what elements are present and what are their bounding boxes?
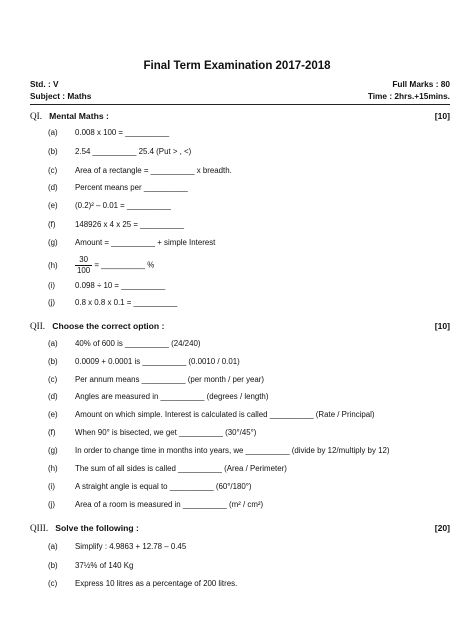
- question-text: Express 10 litres as a percentage of 200 litres.: [75, 579, 238, 588]
- question-label: (g): [48, 238, 58, 247]
- question-text: In order to change time in months into years, we __________ (divide by 12/multiply by 12): [75, 446, 390, 455]
- question-label: (h): [48, 261, 58, 270]
- question-label: (d): [48, 183, 58, 192]
- section-2-heading: [30, 321, 450, 331]
- section-title: Mental Maths :: [49, 111, 109, 121]
- question-label: (b): [48, 147, 58, 156]
- question-label: (f): [48, 220, 56, 229]
- section-marks: [10]: [434, 321, 450, 331]
- section-marks: [20]: [434, 523, 450, 533]
- section-number: QIII.: [30, 523, 49, 533]
- question-text: (0.2)² – 0.01 = __________: [75, 201, 171, 210]
- question-label: (c): [48, 166, 58, 175]
- question-text: 0.008 x 100 = __________: [75, 128, 170, 137]
- question-text: 148926 x 4 x 25 = __________: [75, 220, 185, 229]
- question-label: (g): [48, 446, 58, 455]
- std-field: Std. : V: [30, 79, 59, 89]
- question-label: (j): [48, 500, 56, 509]
- section-3-heading: [30, 523, 450, 533]
- section-marks: [10]: [434, 111, 450, 121]
- section-number: QII.: [30, 321, 46, 331]
- question-text: Simplify : 4.9863 + 12.78 – 0.45: [75, 542, 187, 551]
- question-text: Angles are measured in __________ (degrees / length): [75, 392, 269, 401]
- fraction-numerator: 30: [75, 255, 92, 266]
- question-text: Amount = __________ + simple Interest: [75, 238, 216, 247]
- subject-field: Subject : Maths: [30, 91, 92, 101]
- question-label: (a): [48, 128, 58, 137]
- question-text: Area of a room is measured in __________ (m² / cm²): [75, 500, 264, 509]
- question-label: (a): [48, 339, 58, 348]
- section-title: Choose the correct option :: [52, 321, 165, 331]
- fraction: [75, 255, 92, 276]
- question-text: 2.54 __________ 25.4 (Put > , <): [75, 147, 192, 156]
- page-title: Final Term Examination 2017-2018: [143, 60, 331, 72]
- question-text: 0.098 ÷ 10 = __________: [75, 281, 166, 290]
- question-text: Area of a rectangle = __________ x breadth.: [75, 166, 232, 175]
- question-text: Percent means per __________: [75, 183, 188, 192]
- fraction-denominator: 100: [77, 266, 91, 275]
- question-label: (c): [48, 375, 58, 384]
- question-text: When 90° is bisected, we get __________ (30°/45°): [75, 428, 257, 437]
- question-text: Per annum means __________ (per month / per year): [75, 375, 265, 384]
- question-text: 40% of 600 is __________ (24/240): [75, 339, 201, 348]
- section-title: Solve the following :: [55, 523, 139, 533]
- section-number: QI.: [30, 111, 42, 121]
- question-label: (e): [48, 410, 58, 419]
- question-label: (h): [48, 464, 58, 473]
- question-label: (e): [48, 201, 58, 210]
- question-label: (a): [48, 542, 58, 551]
- question-text: The sum of all sides is called __________ (Area / Perimeter): [75, 464, 287, 473]
- question-label: (b): [48, 561, 58, 570]
- question-text: 37½% of 140 Kg: [75, 561, 134, 570]
- question-text: Amount on which simple. Interest is calculated is called __________ (Rate / Principal): [75, 410, 375, 419]
- question-label: (d): [48, 392, 58, 401]
- header-divider: [30, 104, 450, 105]
- question-label: (i): [48, 281, 56, 290]
- time-field: Time : 2hrs.+15mins.: [367, 91, 450, 101]
- question-label: (i): [48, 482, 56, 491]
- question-label: (f): [48, 428, 56, 437]
- question-label: (c): [48, 579, 58, 588]
- question-label: (j): [48, 298, 56, 307]
- fraction-question: [75, 255, 154, 276]
- question-text: 0.8 x 0.8 x 0.1 = __________: [75, 298, 178, 307]
- question-text: 0.0009 + 0.0001 is __________ (0.0010 / 0.01): [75, 357, 240, 366]
- question-text: A straight angle is equal to __________ (60°/180°): [75, 482, 252, 491]
- question-label: (b): [48, 357, 58, 366]
- full-marks-field: Full Marks : 80: [392, 79, 450, 89]
- question-text: = __________ %: [94, 260, 155, 270]
- section-1-heading: [30, 111, 450, 121]
